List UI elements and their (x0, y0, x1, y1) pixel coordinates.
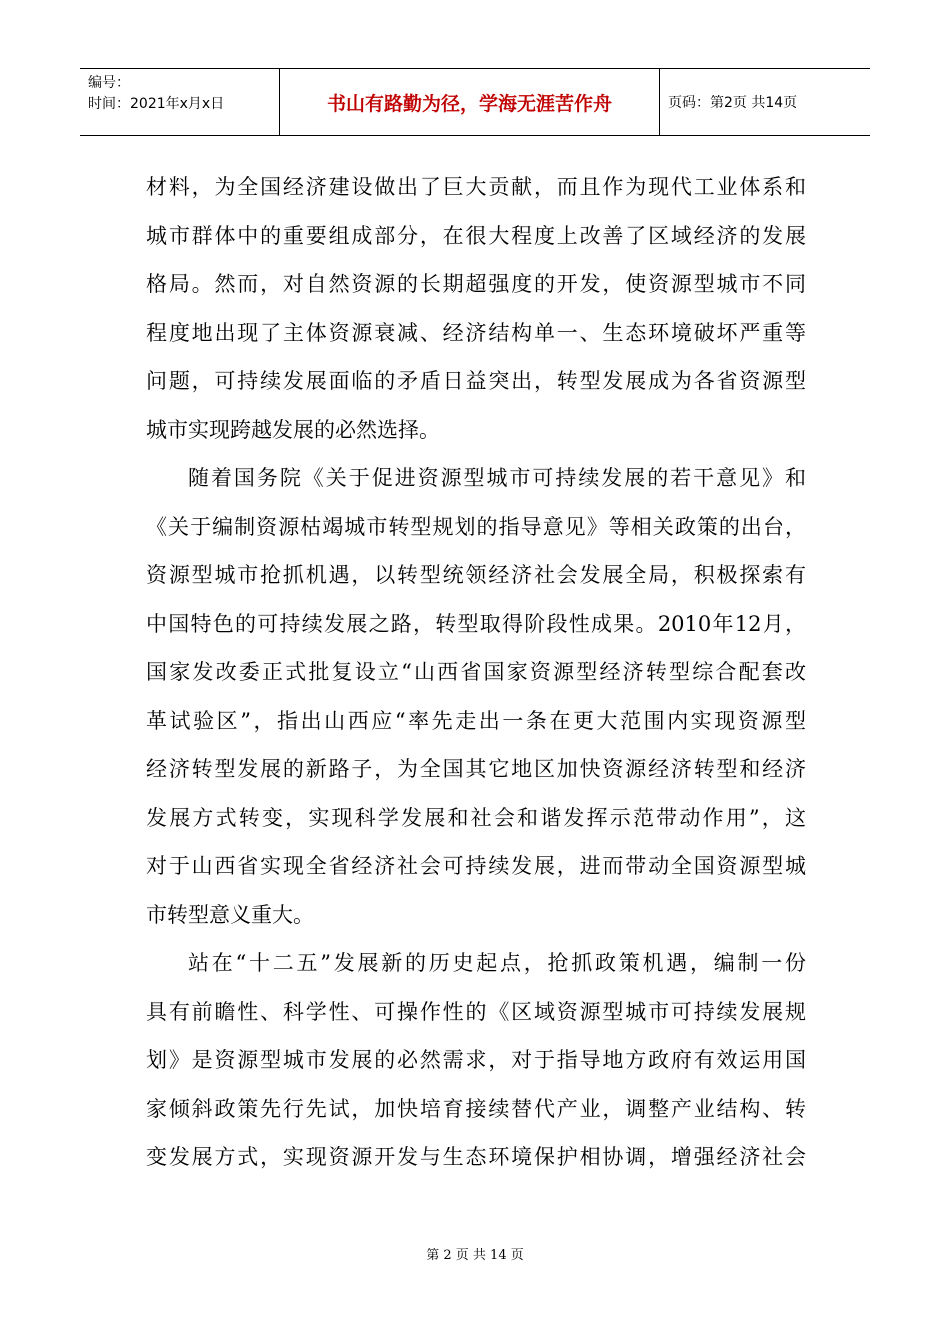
page-footer: 第 2 页 共 14 页 (426, 1248, 524, 1263)
paragraph-line: 站在“十二五”发展新的历史起点，抢抓政策机遇，编制一份 (188, 951, 806, 975)
paragraph-line: 问题，可持续发展面临的矛盾日益突出，转型发展成为各省资源型 (146, 369, 806, 393)
paragraph-line: 发展方式转变，实现科学发展和社会和谐发挥示范带动作用”，这 (146, 805, 806, 830)
paragraph-line: 市转型意义重大。 (146, 902, 314, 927)
paragraph-line: 变发展方式，实现资源开发与生态环境保护相协调，增强经济社会 (146, 1145, 806, 1169)
header-meta (80, 69, 280, 135)
paragraph-line: 划》是资源型城市发展的必然需求，对于指导地方政府有效运用国 (146, 1048, 806, 1072)
paragraph-line: 革试验区”，指出山西应“率先走出一条在更大范围内实现资源型 (146, 708, 806, 733)
paragraph-line: 中国特色的可持续发展之路，转型取得阶段性成果。2010年12月， (146, 611, 806, 636)
paragraph-line: 《关于编制资源枯竭城市转型规划的指导意见》等相关政策的出台， (146, 514, 806, 539)
paragraph-line: 国家发改委正式批复设立“山西省国家资源型经济转型综合配套改 (146, 660, 806, 684)
paragraph-line: 具有前瞻性、科学性、可操作性的《区域资源型城市可持续发展规 (146, 999, 806, 1024)
paragraph-line: 对于山西省实现全省经济社会可持续发展，进而带动全国资源型城 (146, 854, 806, 878)
paragraph-line: 随着国务院《关于促进资源型城市可持续发展的若干意见》和 (188, 466, 806, 490)
page-header (80, 68, 870, 136)
document-number-label: 编号： (88, 75, 130, 91)
header-motto: 书山有路勤为径，学海无涯苦作舟 (280, 69, 660, 135)
paragraph-line: 资源型城市抢抓机遇，以转型统领经济社会发展全局，积极探索有 (146, 563, 806, 587)
paragraph-line: 城市群体中的重要组成部分，在很大程度上改善了区域经济的发展 (146, 223, 806, 248)
paragraph-line: 家倾斜政策先行先试，加快培育接续替代产业，调整产业结构、转 (146, 1096, 806, 1121)
document-time-label: 时间：2021年x月x日 (88, 96, 225, 112)
paragraph-line: 经济转型发展的新路子，为全国其它地区加快资源经济转型和经济 (146, 757, 806, 781)
body-text (146, 163, 806, 1182)
paragraph-line: 材料，为全国经济建设做出了巨大贡献，而且作为现代工业体系和 (146, 175, 806, 199)
paragraph-line: 格局。然而，对自然资源的长期超强度的开发，使资源型城市不同 (146, 272, 806, 296)
header-page-code: 页码：第2页 共14页 (668, 95, 798, 111)
paragraph-line: 程度地出现了主体资源衰减、经济结构单一、生态环境破坏严重等 (146, 320, 806, 345)
paragraph-line: 城市实现跨越发展的必然选择。 (146, 417, 440, 442)
